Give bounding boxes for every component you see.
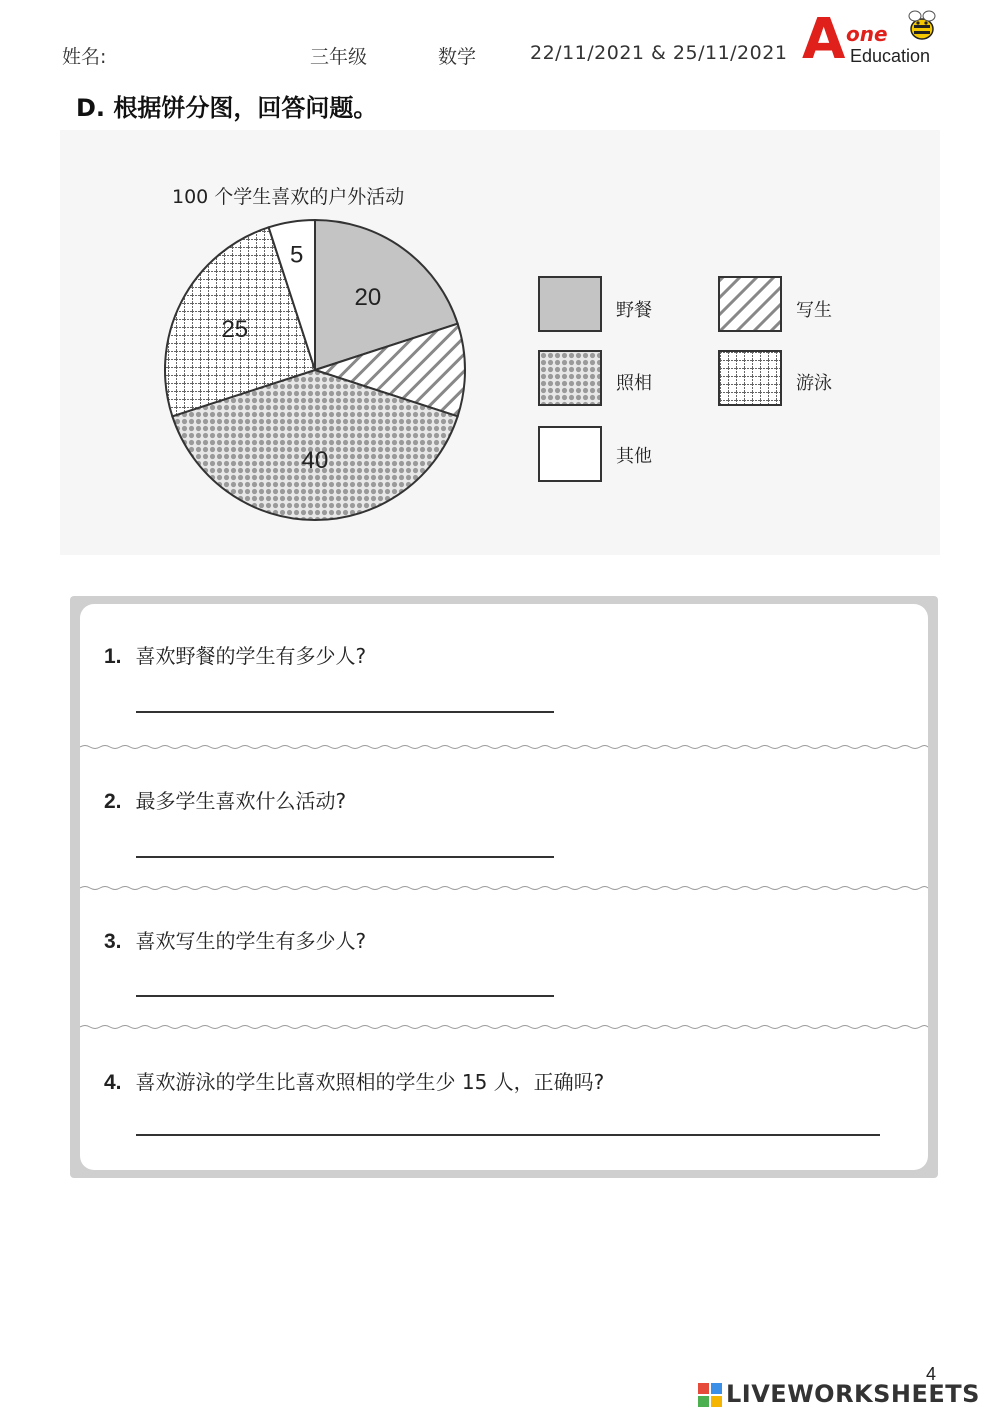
divider-3 (80, 1024, 928, 1030)
pie-chart (160, 215, 470, 525)
pie-value-label-1: 20 (354, 284, 382, 312)
bee-icon (904, 8, 940, 42)
question-3-text: 喜欢写生的学生有多少人? (135, 929, 367, 953)
divider-2 (80, 885, 928, 891)
logo-letter-a: A (802, 7, 846, 72)
question-4-text: 喜欢游泳的学生比喜欢照相的学生少 15 人，正确吗? (135, 1070, 605, 1094)
pie-value-label-4: 25 (221, 316, 249, 344)
liveworksheets-logo (698, 1380, 998, 1408)
legend-label-1: 野餐 (616, 300, 652, 321)
legend-swatch-2 (718, 276, 782, 332)
question-4 (104, 1066, 604, 1095)
question-2 (104, 785, 346, 814)
question-4-number: 4. (104, 1071, 122, 1094)
legend-swatch-1 (538, 276, 602, 332)
answer-line-1[interactable] (136, 711, 554, 713)
question-3-number: 3. (104, 930, 122, 953)
pie-value-label-3: 40 (301, 447, 329, 474)
legend-label-4: 游泳 (796, 373, 832, 394)
liveworksheets-icon (698, 1383, 722, 1407)
grade-label: 三年级 (310, 46, 368, 68)
legend-label-3: 照相 (616, 373, 652, 394)
logo-education: Education (850, 46, 931, 66)
answer-line-4[interactable] (136, 1134, 880, 1136)
legend-swatch-4 (718, 350, 782, 406)
subject-label: 数学 (438, 46, 477, 68)
page-number: 4 (926, 1364, 937, 1384)
date-label: 22/11/2021 & 25/11/2021 (530, 42, 788, 64)
section-title: D. 根据饼分图，回答问题。 (76, 94, 378, 122)
legend-label-5: 其他 (616, 446, 652, 467)
logo-one: one (846, 22, 888, 46)
answer-line-2[interactable] (136, 856, 554, 858)
question-1-number: 1. (104, 645, 122, 668)
legend-label-2: 写生 (796, 300, 832, 321)
liveworksheets-text: LIVEWORKSHEETS (726, 1380, 980, 1408)
question-1 (104, 640, 366, 669)
question-2-number: 2. (104, 790, 122, 813)
chart-title: 100 个学生喜欢的户外活动 (172, 186, 405, 208)
question-2-text: 最多学生喜欢什么活动? (135, 789, 347, 813)
answer-line-3[interactable] (136, 995, 554, 997)
legend-swatch-3 (538, 350, 602, 406)
question-1-text: 喜欢野餐的学生有多少人? (135, 644, 367, 668)
legend-swatch-5 (538, 426, 602, 482)
divider-1 (80, 744, 928, 750)
pie-value-label-5: 5 (290, 241, 304, 269)
name-label: 姓名: (62, 46, 107, 68)
question-3 (104, 925, 366, 954)
aone-education-logo (800, 8, 945, 70)
